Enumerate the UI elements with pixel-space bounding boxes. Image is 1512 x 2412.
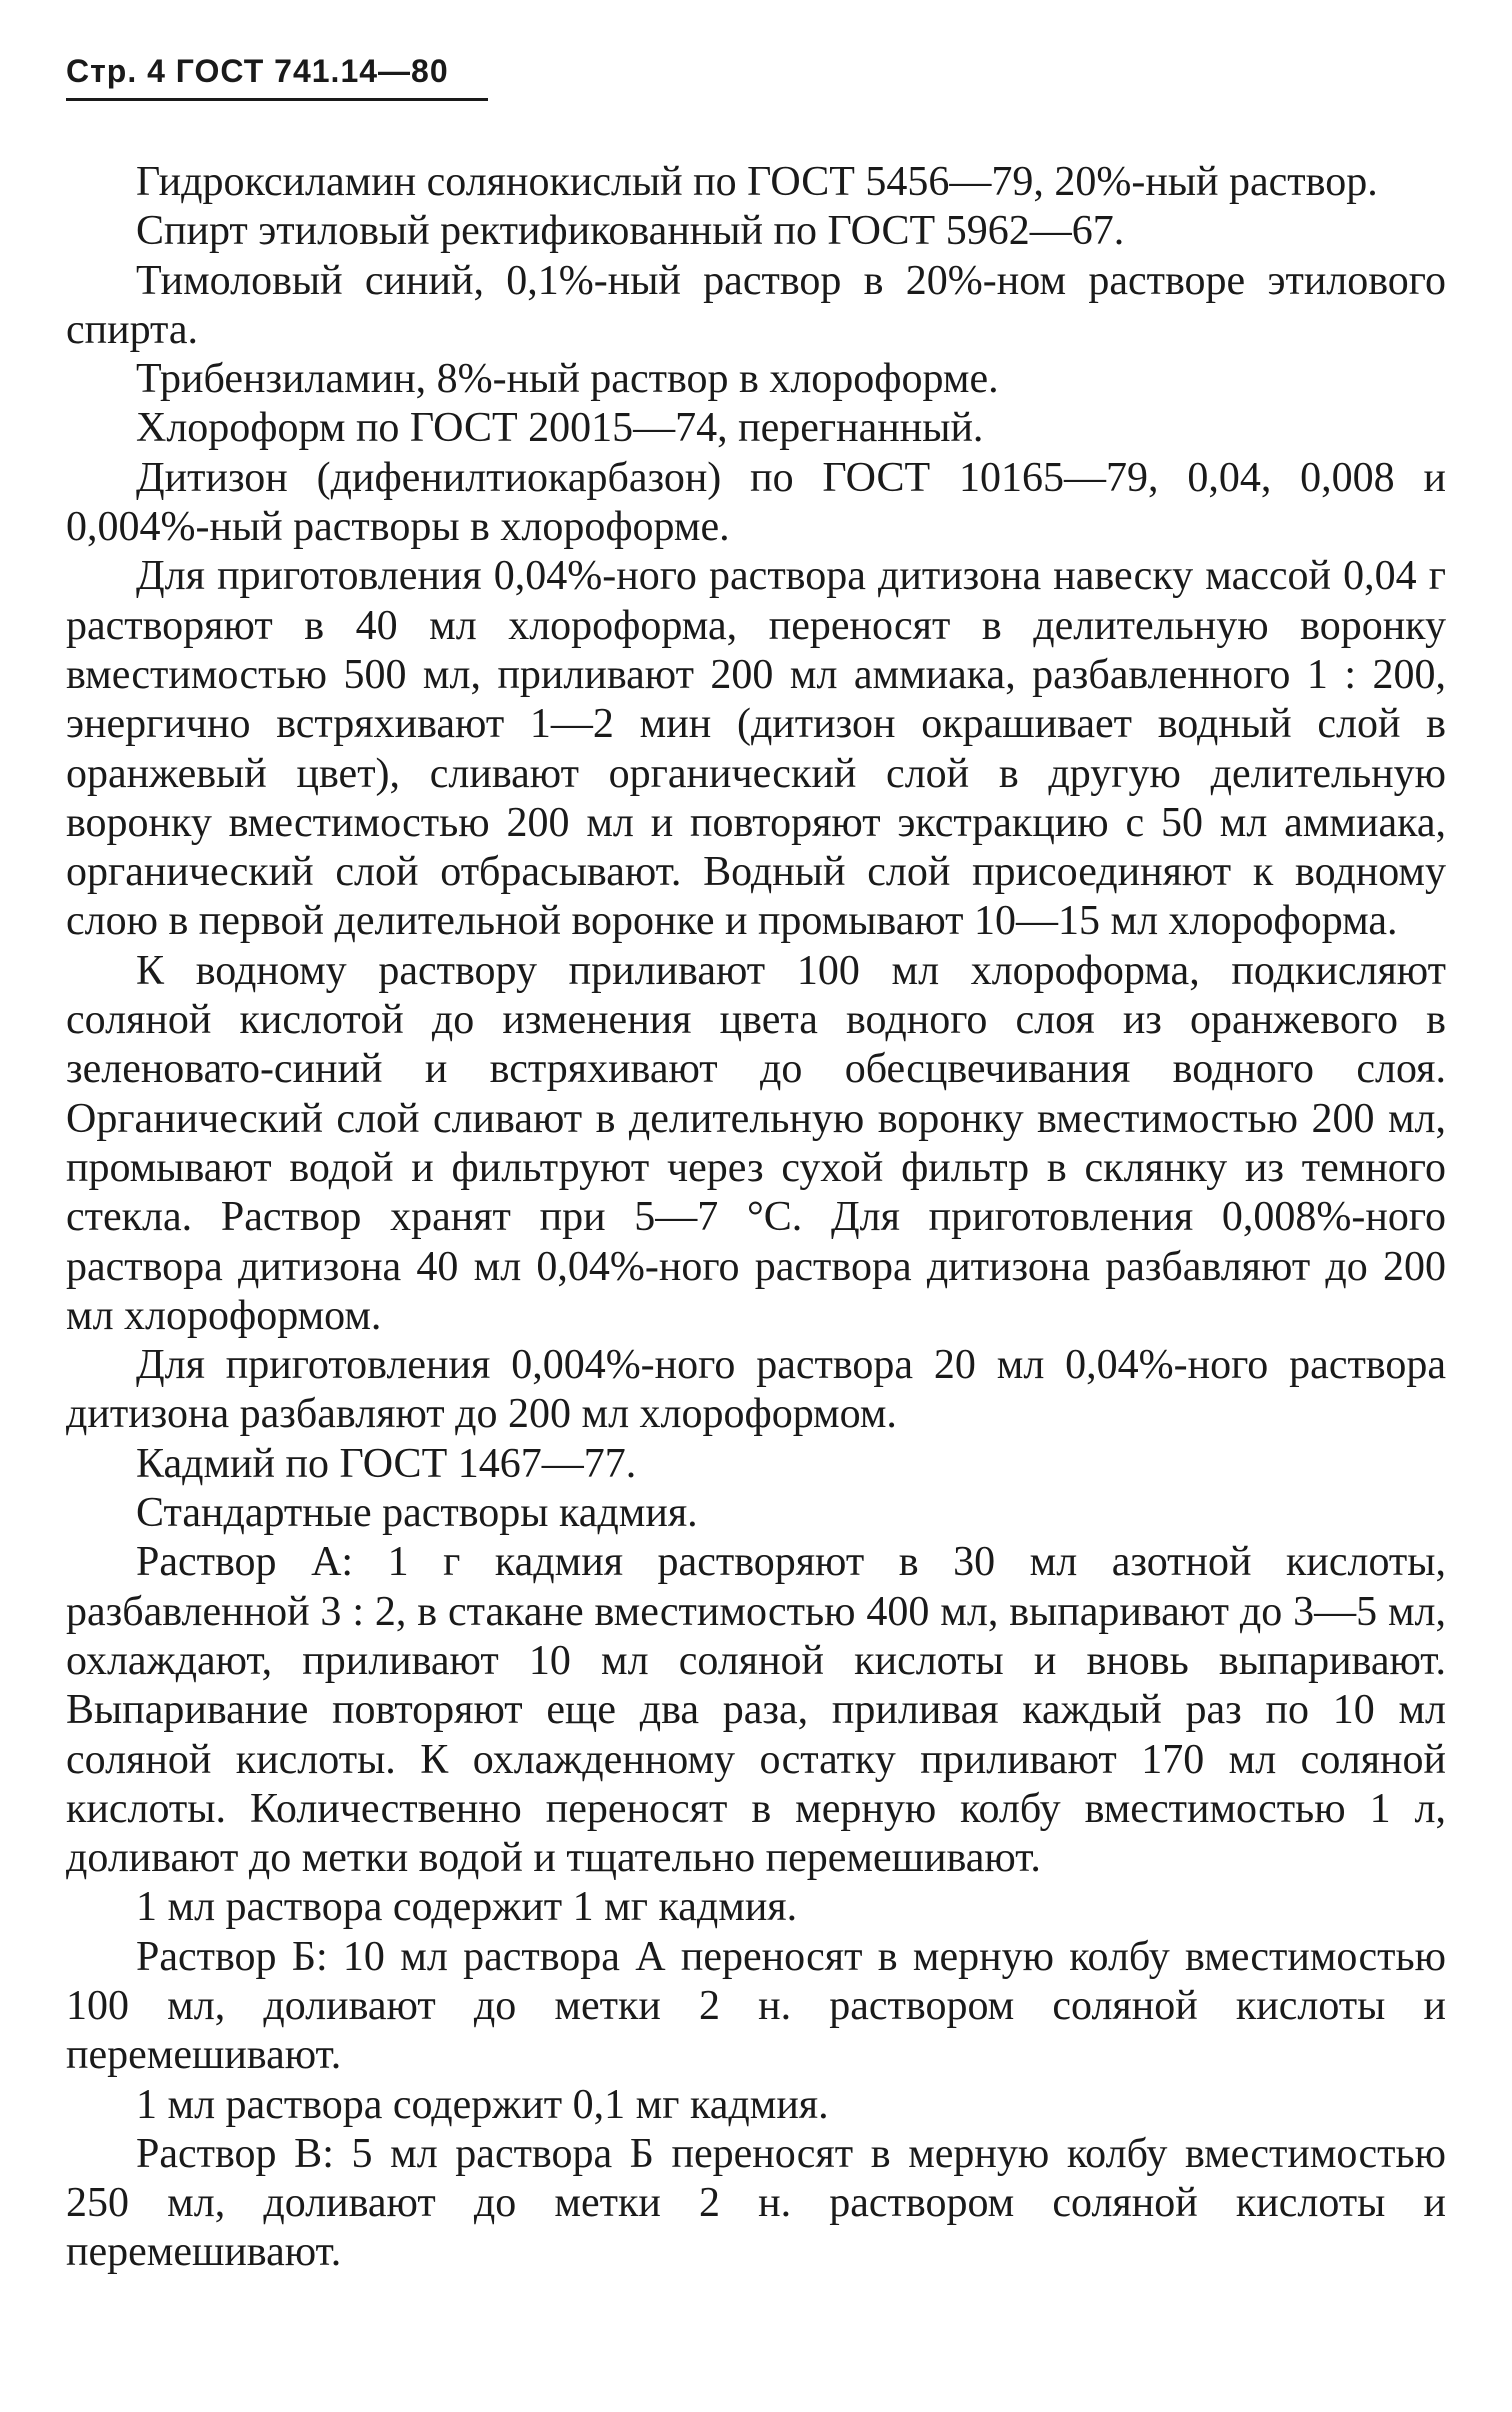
page-header: Стр. 4 ГОСТ 741.14—80 <box>66 48 488 101</box>
paragraph-standard-solutions: Стандартные растворы кадмия. <box>136 1490 698 1537</box>
paragraph-dithizone-0004: Для приготовления 0,004%-ного раствора 20 мл 0,04%-ного раствора дитизона разбавляют до 200 мл хлороформом. <box>66 1342 1446 1438</box>
paragraph-dithizone-preparation: Для приготовления 0,04%-ного раствора дитизона навеску массой 0,04 г растворяют в 40 мл хлороформа, переносят в делительную воронку вместимостью 500 мл, приливают 200 мл аммиака, разбавленного 1 : 200, энергично встряхивают 1—2 мин (дитизон окрашивает водный слой в оранжевый цвет), сливают органический слой в другую делительную воронку вместимостью 200 мл и повторяют экстракцию с 50 мл аммиака, органический слой отбрасывают. Водный слой присоединяют к водному слою в первой делительной воронке и промывают 10—15 мл хлороформа. <box>66 553 1446 945</box>
paragraph-dithizone: Дитизон (дифенилтиокарбазон) по ГОСТ 10165—79, 0,04, 0,008 и 0,004%-ный растворы в хлороформе. <box>66 454 1446 551</box>
paragraph-thymol-blue: Тимоловый синий, 0,1%-ный раствор в 20%-ном растворе этилового спирта. <box>66 257 1446 353</box>
paragraph-cadmium: Кадмий по ГОСТ 1467—77. <box>136 1440 637 1487</box>
paragraph-chloroform: Хлороформ по ГОСТ 20015—74, перегнанный. <box>136 405 984 452</box>
paragraph-solution-a-content: 1 мл раствора содержит 1 мг кадмия. <box>136 1884 798 1931</box>
paragraph-solution-v: Раствор В: 5 мл раствора Б переносят в мерную колбу вместимостью 250 мл, доливают до метки 2 н. раствором соляной кислоты и перемешивают. <box>66 2130 1446 2276</box>
paragraph-hydroxylamine: Гидроксиламин солянокислый по ГОСТ 5456—79, 20%-ный раствор. <box>136 159 1378 205</box>
paragraph-solution-a: Раствор А: 1 г кадмия растворяют в 30 мл азотной кислоты, разбавленной 3 : 2, в стакане вместимостью 400 мл, выпаривают до 3—5 мл, охлаждают, приливают 10 мл соляной кислоты и вновь выпаривают. Выпаривание повторяют еще два раза, приливая каждый раз по 10 мл соляной кислоты. К охлажденному остатку приливают 170 мл соляной кислоты. Количественно переносят в мерную колбу вместимостью 1 л, доливают до метки водой и тщательно перемешивают. <box>66 1539 1446 1882</box>
paragraph-tribenzylamine: Трибензиламин, 8%-ный раствор в хлороформе. <box>136 356 999 403</box>
paragraph-ethyl-alcohol: Спирт этиловый ректификованный по ГОСТ 5962—67. <box>136 208 1125 255</box>
document-body <box>66 158 1446 2278</box>
paragraph-solution-b: Раствор Б: 10 мл раствора А переносят в мерную колбу вместимостью 100 мл, доливают до метки 2 н. раствором соляной кислоты и перемешивают. <box>66 1933 1446 2079</box>
paragraph-solution-b-content: 1 мл раствора содержит 0,1 мг кадмия. <box>136 2081 829 2128</box>
paragraph-aqueous-solution: К водному раствору приливают 100 мл хлороформа, подкисляют соляной кислотой до изменения цвета водного слоя из оранжевого в зеленовато-синий и встряхивают до обесцвечивания водного слоя. Органический слой сливают в делительную воронку вместимостью 200 мл, промывают водой и фильтруют через сухой фильтр в склянку из темного стекла. Раствор хранят при 5—7 °С. Для приготовления 0,008%-ного раствора дитизона 40 мл 0,04%-ного раствора дитизона разбавляют до 200 мл хлороформом. <box>66 947 1446 1339</box>
